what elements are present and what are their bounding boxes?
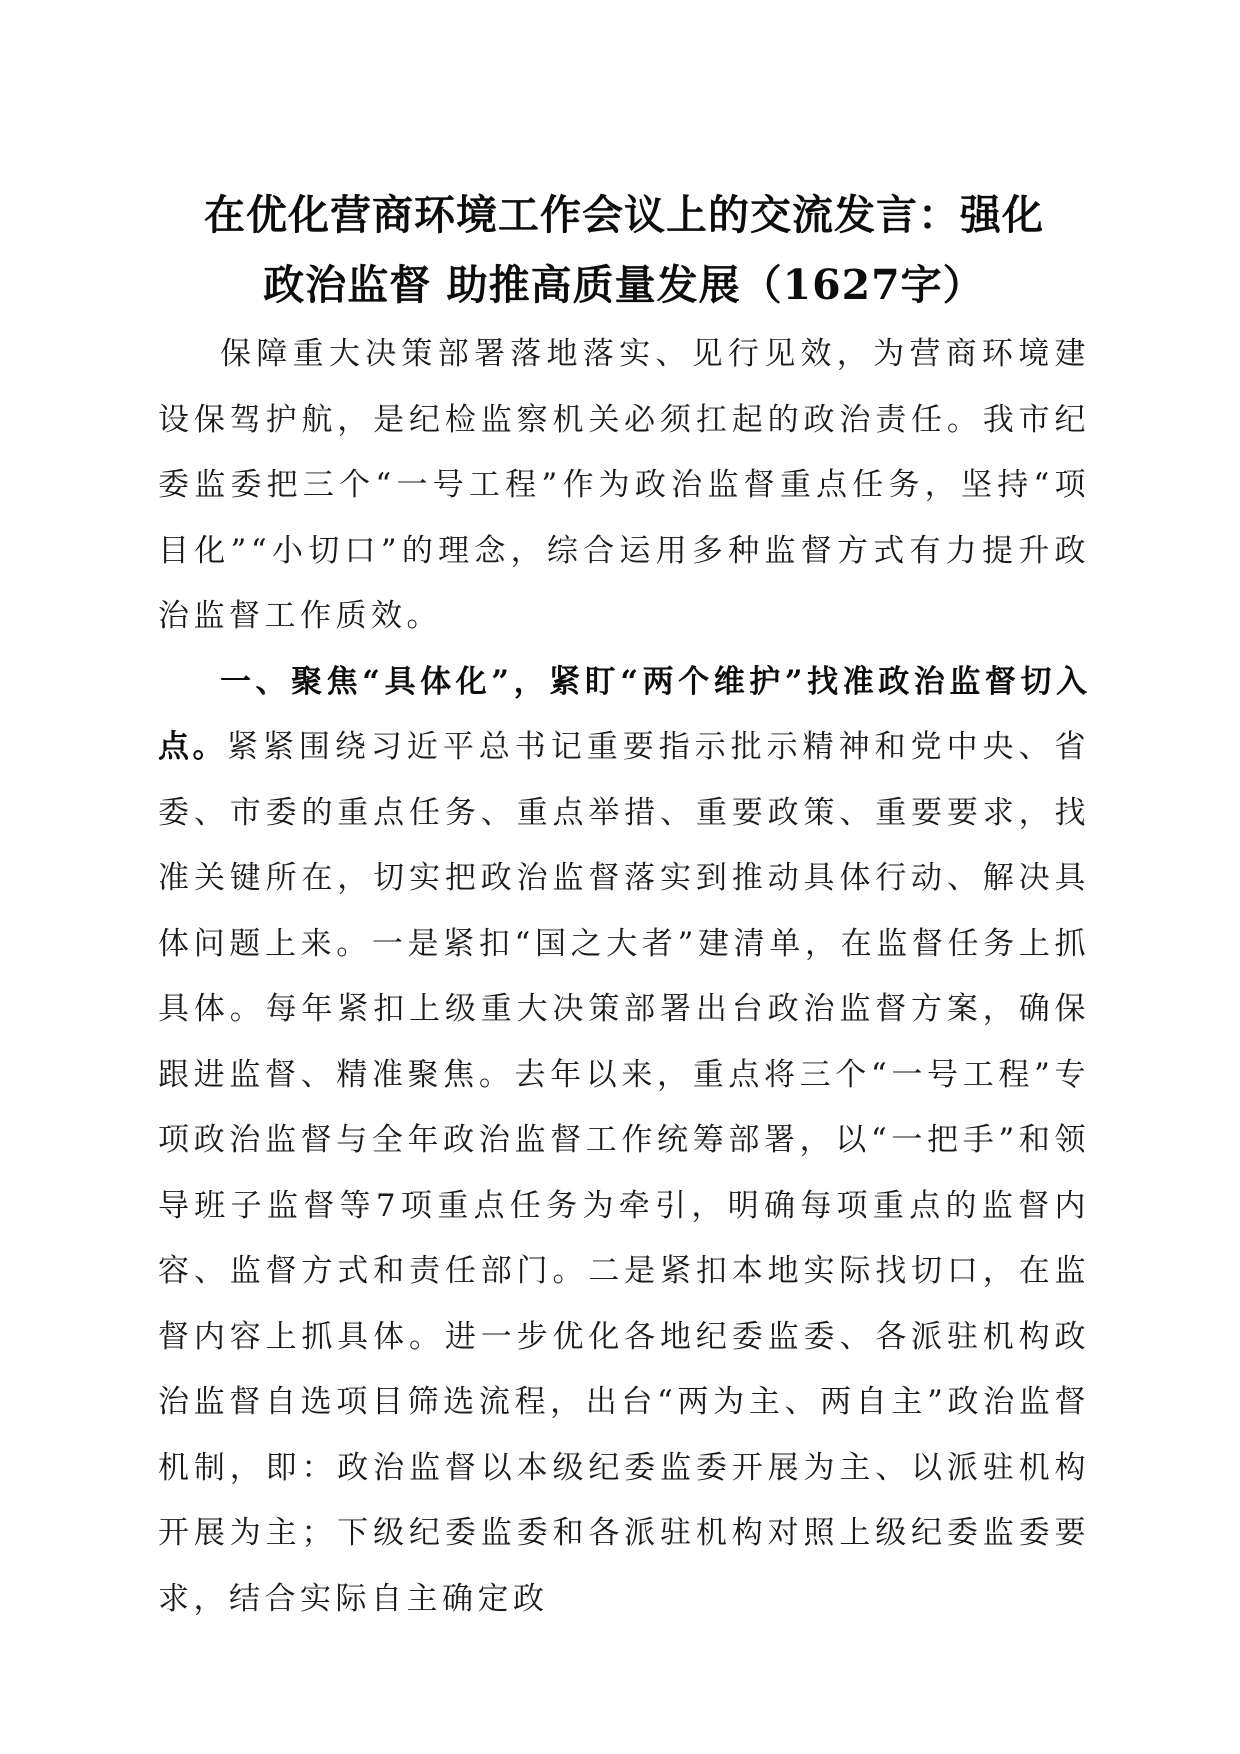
section-1-heading: 一、聚焦“具体化”，紧盯“两个维护”找准政治监督切入点。: [158, 663, 1090, 765]
title-line-1: 在优化营商环境工作会议上的交流发言：强化: [204, 191, 1044, 239]
page-title: [158, 180, 1090, 320]
section-1-body: 紧紧围绕习近平总书记重要指示批示精神和党中央、省委、市委的重点任务、重点举措、重要政策、重要要求，找准关键所在，切实把政治监督落实到推动具体行动、解决具体问题上来。一是紧扣“国之大者”建清单，在监督任务上抓具体。每年紧扣上级重大决策部署出台政治监督方案，确保跟进监督、精准聚焦。去年以来，重点将三个“一号工程”专项政治监督与全年政治监督工作统筹部署，以“一把手”和领导班子监督等7项重点任务为牵引，明确每项重点的监督内容、监督方式和责任部门。二是紧扣本地实际找切口，在监督内容上抓具体。进一步优化各地纪委监委、各派驻机构政治监督自选项目筛选流程，出台“两为主、两自主”政治监督机制，即：政治监督以本级纪委监委开展为主、以派驻机构开展为主；下级纪委监委和各派驻机构对照上级纪委监委要求，结合实际自主确定政: [158, 729, 1091, 1617]
intro-paragraph: 保障重大决策部署落地落实、见行见效，为营商环境建设保驾护航，是纪检监察机关必须扛起的政治责任。我市纪委监委把三个“一号工程”作为政治监督重点任务，坚持“项目化”“小切口”的理念，综合运用多种监督方式有力提升政治监督工作质效。: [158, 336, 1090, 634]
section-1-paragraph: [158, 650, 1090, 1633]
document-body: [158, 322, 1090, 1632]
title-line-2: 政治监督 助推高质量发展（1627字）: [263, 261, 985, 309]
